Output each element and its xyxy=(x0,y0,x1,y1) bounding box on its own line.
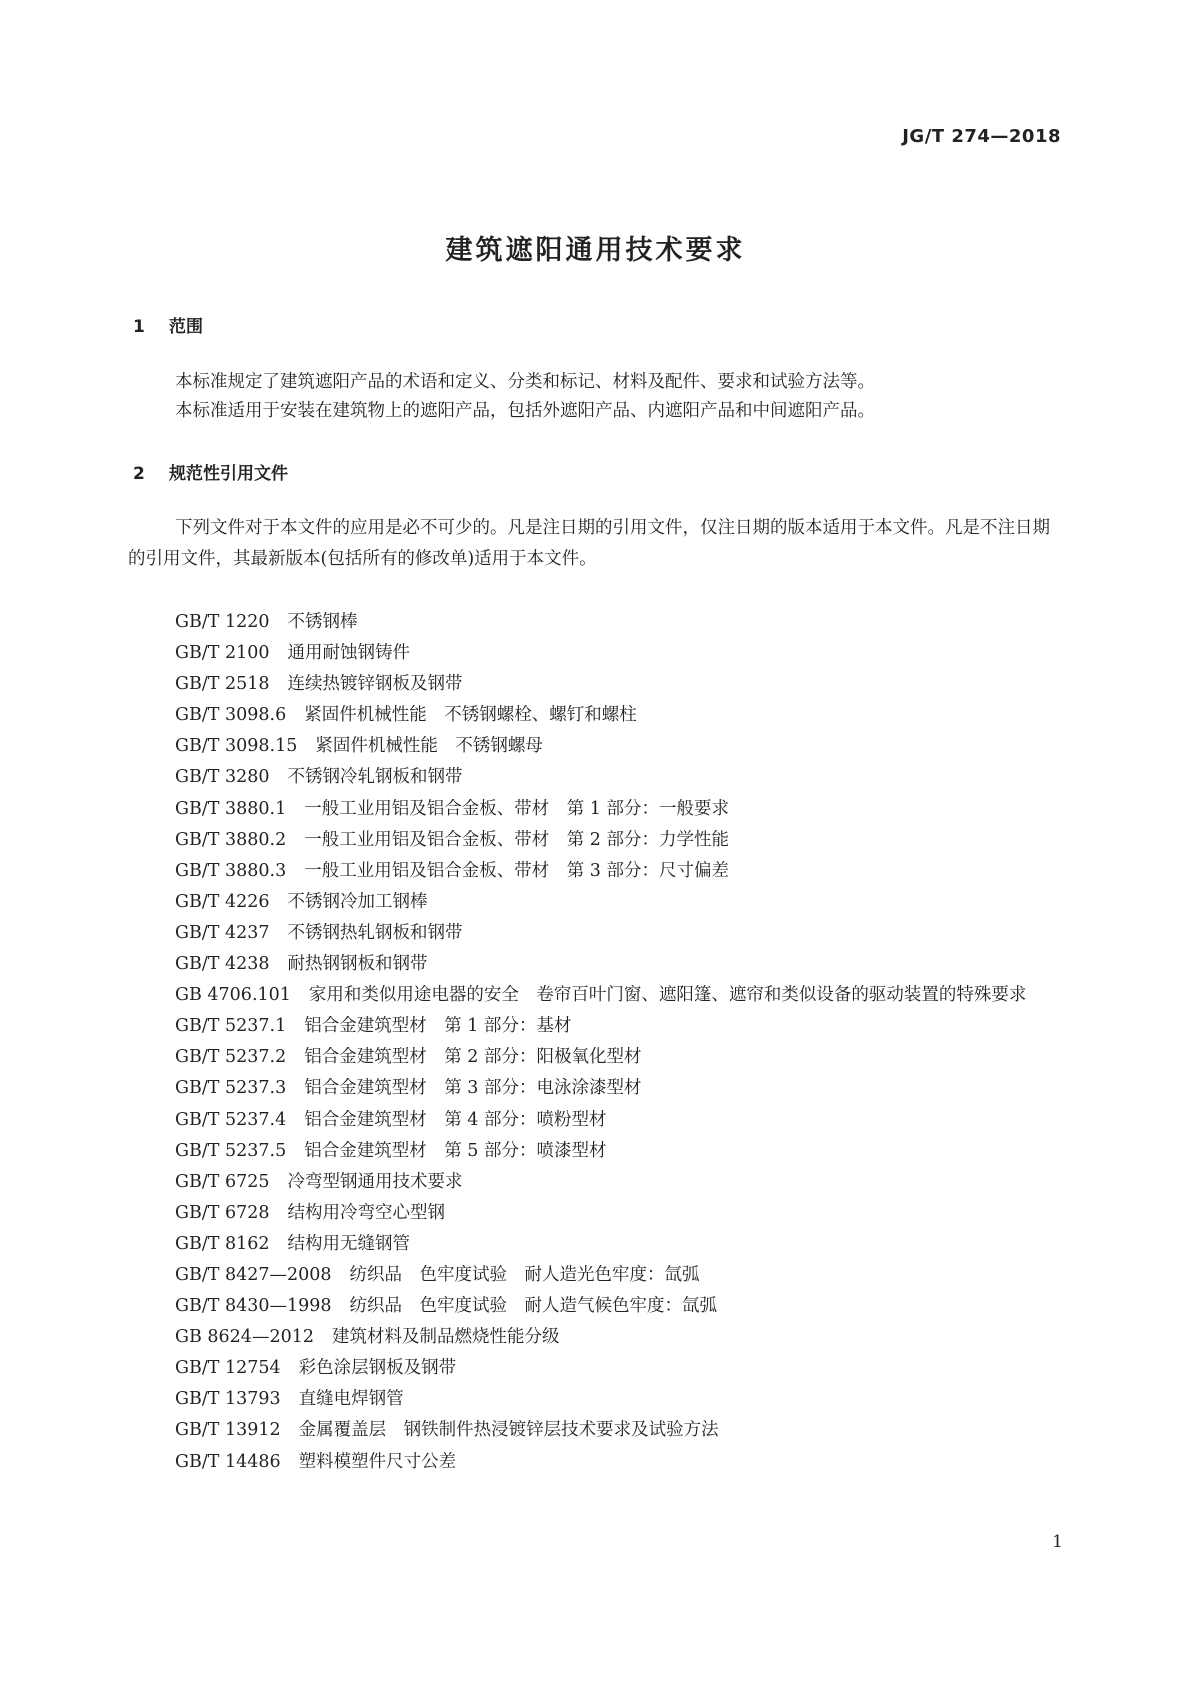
reference-title: 纺织品 色牢度试验 耐人造气候色牢度：氙弧 xyxy=(349,1296,718,1317)
reference-item xyxy=(128,1136,1063,1167)
reference-title: 不锈钢棒 xyxy=(287,612,358,632)
reference-item xyxy=(128,1322,1063,1353)
reference-code: GB/T 6728 xyxy=(175,1202,270,1223)
reference-item xyxy=(128,980,1063,1011)
reference-code: GB/T 5237.3 xyxy=(175,1078,287,1099)
reference-item xyxy=(128,1229,1063,1260)
reference-title: 不锈钢冷加工钢棒 xyxy=(287,891,428,912)
document-title: 建筑遮阳通用技术要求 xyxy=(445,235,746,266)
reference-code: GB/T 1220 xyxy=(175,612,270,632)
reference-title: 彩色涂层钢板及钢带 xyxy=(298,1358,457,1379)
reference-code: GB/T 5237.2 xyxy=(175,1047,287,1068)
reference-code: GB/T 5237.5 xyxy=(175,1140,287,1161)
reference-title: 结构用无缝钢管 xyxy=(287,1233,411,1254)
reference-code: GB/T 4238 xyxy=(175,954,270,975)
reference-title: 一般工业用铝及铝合金板、带材 第 1 部分：一般要求 xyxy=(304,798,729,819)
reference-title: 一般工业用铝及铝合金板、带材 第 2 部分：力学性能 xyxy=(304,829,729,850)
reference-title: 不锈钢冷轧钢板和钢带 xyxy=(287,767,463,788)
reference-title: 铝合金建筑型材 第 1 部分：基材 xyxy=(304,1016,572,1037)
reference-item xyxy=(128,1011,1063,1042)
reference-item xyxy=(128,1384,1063,1415)
reference-title: 通用耐蚀钢铸件 xyxy=(287,643,411,664)
reference-item xyxy=(128,1447,1063,1478)
reference-code: GB 8624—2012 xyxy=(175,1327,314,1348)
reference-title: 结构用冷弯空心型钢 xyxy=(287,1202,446,1223)
reference-item xyxy=(128,669,1063,700)
reference-code: GB/T 3880.3 xyxy=(175,860,287,881)
reference-code: GB/T 2518 xyxy=(175,674,270,695)
reference-code: GB/T 4226 xyxy=(175,891,270,912)
reference-title: 紧固件机械性能 不锈钢螺栓、螺钉和螺柱 xyxy=(304,705,637,726)
reference-code: GB/T 14486 xyxy=(175,1451,281,1472)
standard-code: JG/T 274—2018 xyxy=(902,126,1061,147)
reference-item xyxy=(128,607,1063,638)
reference-title: 金属覆盖层 钢铁制件热浸镀锌层技术要求及试验方法 xyxy=(298,1420,719,1441)
reference-title: 冷弯型钢通用技术要求 xyxy=(287,1171,463,1192)
reference-title: 家用和类似用途电器的安全 卷帘百叶门窗、遮阳篷、遮帘和类似设备的驱动装置的特殊要求 xyxy=(308,985,1027,1006)
scope-paragraph-1: 本标准规定了建筑遮阳产品的术语和定义、分类和标记、材料及配件、要求和试验方法等。 xyxy=(175,372,875,392)
reference-item xyxy=(128,638,1063,669)
reference-item xyxy=(128,1042,1063,1073)
reference-title: 直缝电焊钢管 xyxy=(298,1389,404,1410)
reference-code: GB/T 3880.1 xyxy=(175,798,287,819)
reference-title: 铝合金建筑型材 第 4 部分：喷粉型材 xyxy=(304,1109,607,1130)
reference-item xyxy=(128,949,1063,980)
page-number: 1 xyxy=(1052,1532,1063,1552)
reference-item xyxy=(128,1260,1063,1291)
reference-title: 建筑材料及制品燃烧性能分级 xyxy=(331,1327,560,1348)
reference-code: GB/T 5237.4 xyxy=(175,1109,287,1130)
section-1-heading xyxy=(133,312,203,337)
section-number: 1 xyxy=(133,317,145,337)
reference-item xyxy=(128,1353,1063,1384)
reference-code: GB/T 3098.15 xyxy=(175,736,298,757)
reference-code: GB/T 3880.2 xyxy=(175,829,287,850)
reference-code: GB/T 13912 xyxy=(175,1420,281,1441)
reference-item xyxy=(128,1105,1063,1136)
reference-code: GB/T 13793 xyxy=(175,1389,281,1410)
reference-item xyxy=(128,1167,1063,1198)
reference-item xyxy=(128,700,1063,731)
reference-code: GB/T 4237 xyxy=(175,922,270,943)
reference-title: 塑料模塑件尺寸公差 xyxy=(298,1451,457,1472)
normative-references-list xyxy=(128,607,1063,1478)
reference-code: GB/T 8430—1998 xyxy=(175,1296,332,1317)
reference-item xyxy=(128,856,1063,887)
reference-title: 铝合金建筑型材 第 2 部分：阳极氧化型材 xyxy=(304,1047,642,1068)
reference-title: 耐热钢钢板和钢带 xyxy=(287,954,428,975)
reference-code: GB/T 12754 xyxy=(175,1358,281,1379)
section-2-heading xyxy=(133,459,288,484)
normative-intro-paragraph: 下列文件对于本文件的应用是必不可少的。凡是注日期的引用文件，仅注日期的版本适用于本文件。凡是不注日期的引用文件，其最新版本(包括所有的修改单)适用于本文件。 xyxy=(128,518,1050,569)
reference-title: 不锈钢热轧钢板和钢带 xyxy=(287,922,463,943)
reference-code: GB/T 3280 xyxy=(175,767,270,788)
section-title: 规范性引用文件 xyxy=(169,464,288,484)
reference-code: GB/T 5237.1 xyxy=(175,1016,287,1037)
reference-item xyxy=(128,794,1063,825)
reference-item xyxy=(128,1198,1063,1229)
reference-item xyxy=(128,1415,1063,1446)
reference-code: GB/T 2100 xyxy=(175,643,270,664)
section-number: 2 xyxy=(133,464,145,484)
reference-title: 纺织品 色牢度试验 耐人造光色牢度：氙弧 xyxy=(349,1264,700,1285)
reference-title: 铝合金建筑型材 第 3 部分：电泳涂漆型材 xyxy=(304,1078,642,1099)
reference-title: 连续热镀锌钢板及钢带 xyxy=(287,674,463,695)
reference-item xyxy=(128,731,1063,762)
reference-item xyxy=(128,918,1063,949)
reference-title: 铝合金建筑型材 第 5 部分：喷漆型材 xyxy=(304,1140,607,1161)
reference-item xyxy=(128,762,1063,793)
reference-code: GB 4706.101 xyxy=(175,985,291,1006)
reference-code: GB/T 3098.6 xyxy=(175,705,287,726)
reference-item xyxy=(128,887,1063,918)
reference-code: GB/T 6725 xyxy=(175,1171,270,1192)
scope-paragraph-2: 本标准适用于安装在建筑物上的遮阳产品，包括外遮阳产品、内遮阳产品和中间遮阳产品。 xyxy=(175,401,875,421)
reference-code: GB/T 8162 xyxy=(175,1233,270,1254)
reference-item xyxy=(128,825,1063,856)
reference-title: 紧固件机械性能 不锈钢螺母 xyxy=(315,736,543,757)
reference-item xyxy=(128,1073,1063,1104)
section-title: 范围 xyxy=(169,317,203,337)
reference-title: 一般工业用铝及铝合金板、带材 第 3 部分：尺寸偏差 xyxy=(304,860,729,881)
reference-item xyxy=(128,1291,1063,1322)
reference-code: GB/T 8427—2008 xyxy=(175,1264,332,1285)
